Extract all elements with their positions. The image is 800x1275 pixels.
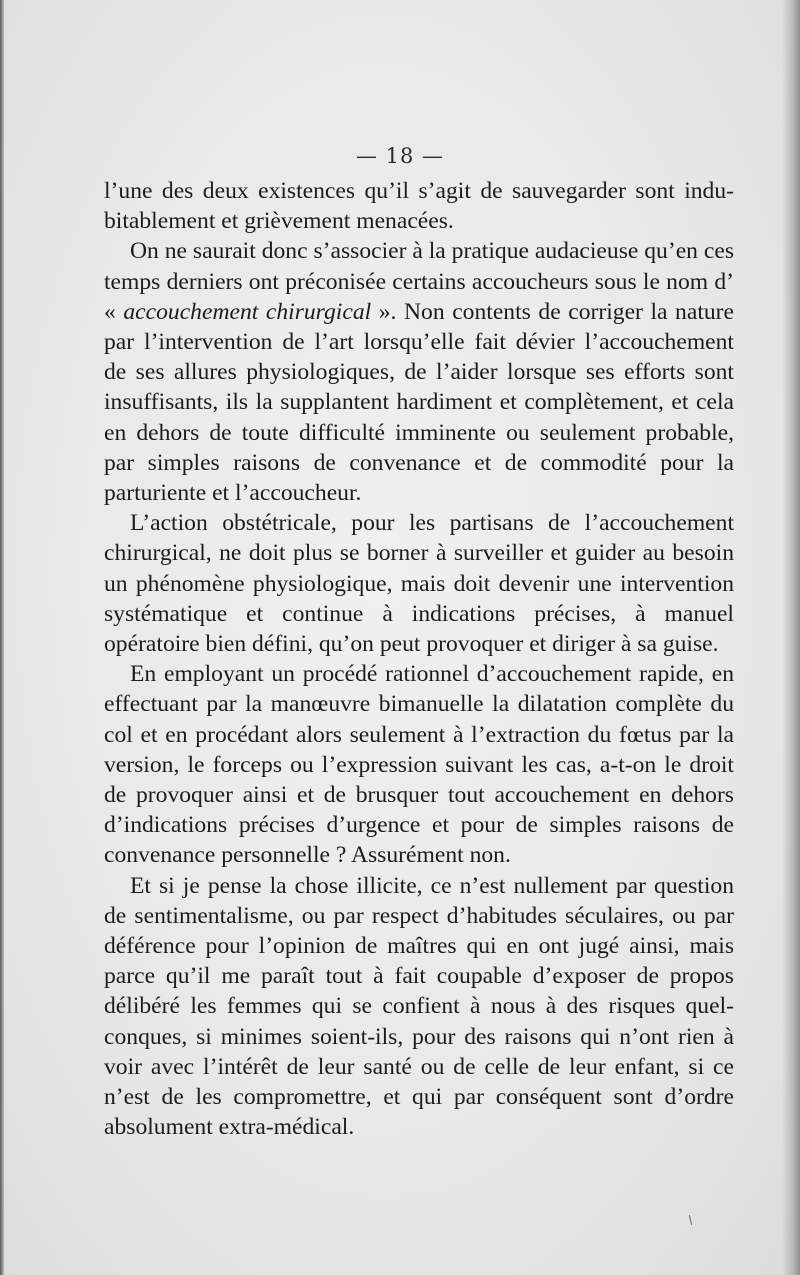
paragraph-4: En employant un procédé rationnel d’accouchement rapide, en effectuant par la manœuvre bimanuelle la dilatation complète du col et en procédant alors seulement à l’extraction du fœtus par la version, le forceps ou l’expression suivant les cas, a-t-on le droit de provoquer ainsi et de brusquer tout accouchement en dehors d’indications précises d’urgence et pour de simples raisons de convenance personnelle ? Assurément non. (104, 661, 734, 869)
paragraph-2-text-after: ». Non contents de corriger la nature par l’intervention de l’art lorsqu’elle fait dévier l’accouchement de ses allures physiologiques, de l’aider lorsque ses efforts sont insuffisants, ils la supplantent hardiment et complètement, et cela en dehors de toute difficulté imminente ou seulement probable, par simples raisons de convenance et de commodité pour la parturiente et l’accoucheur. (104, 298, 735, 507)
page-left-edge-shadow (0, 0, 4, 1275)
page-right-edge-shadow (782, 0, 800, 1275)
paragraph-2 (104, 236, 734, 508)
paragraph-1: l’une des deux existences qu’il s’agit de sauvegarder sont indubitablement et grièvement menacées. (104, 178, 734, 235)
page-number: — 18 — (355, 144, 445, 168)
italic-term-accouchement-chirurgical: accouchement chirurgical (123, 298, 372, 325)
paragraph-2-text-before: On ne saurait donc s’associer à la pratique audacieuse qu’en ces temps derniers ont préconisée certains accoucheurs sous le nom d’ « (104, 238, 735, 325)
scan-speck (689, 1215, 692, 1225)
paragraph-3: L’action obstétricale, pour les partisans de l’accouchement chirurgical, ne doit plus se borner à surveiller et guider au besoin un phénomène physiologique, mais doit devenir une intervention systématique et continue à indications précises, à manuel opératoire bien défini, qu’on peut provoquer et diriger à sa guise. (104, 510, 734, 658)
body-text (104, 176, 734, 1143)
paragraph-5: Et si je pense la chose illicite, ce n’est nullement par question de sentimentalisme, ou par respect d’habitudes séculaires, ou par déférence pour l’opinion de maîtres qui en ont jugé ainsi, mais parce qu’il me paraît tout à fait coupable d’exposer de propos délibéré les femmes qui se confient à nous à des risques quelconques, si minimes soient-ils, pour des raisons qui n’ont rien à voir avec l’intérêt de leur santé ou de celle de leur enfant, si ce n’est de les compromettre, et qui par conséquent sont d’ordre absolument extra-médical. (104, 872, 734, 1141)
